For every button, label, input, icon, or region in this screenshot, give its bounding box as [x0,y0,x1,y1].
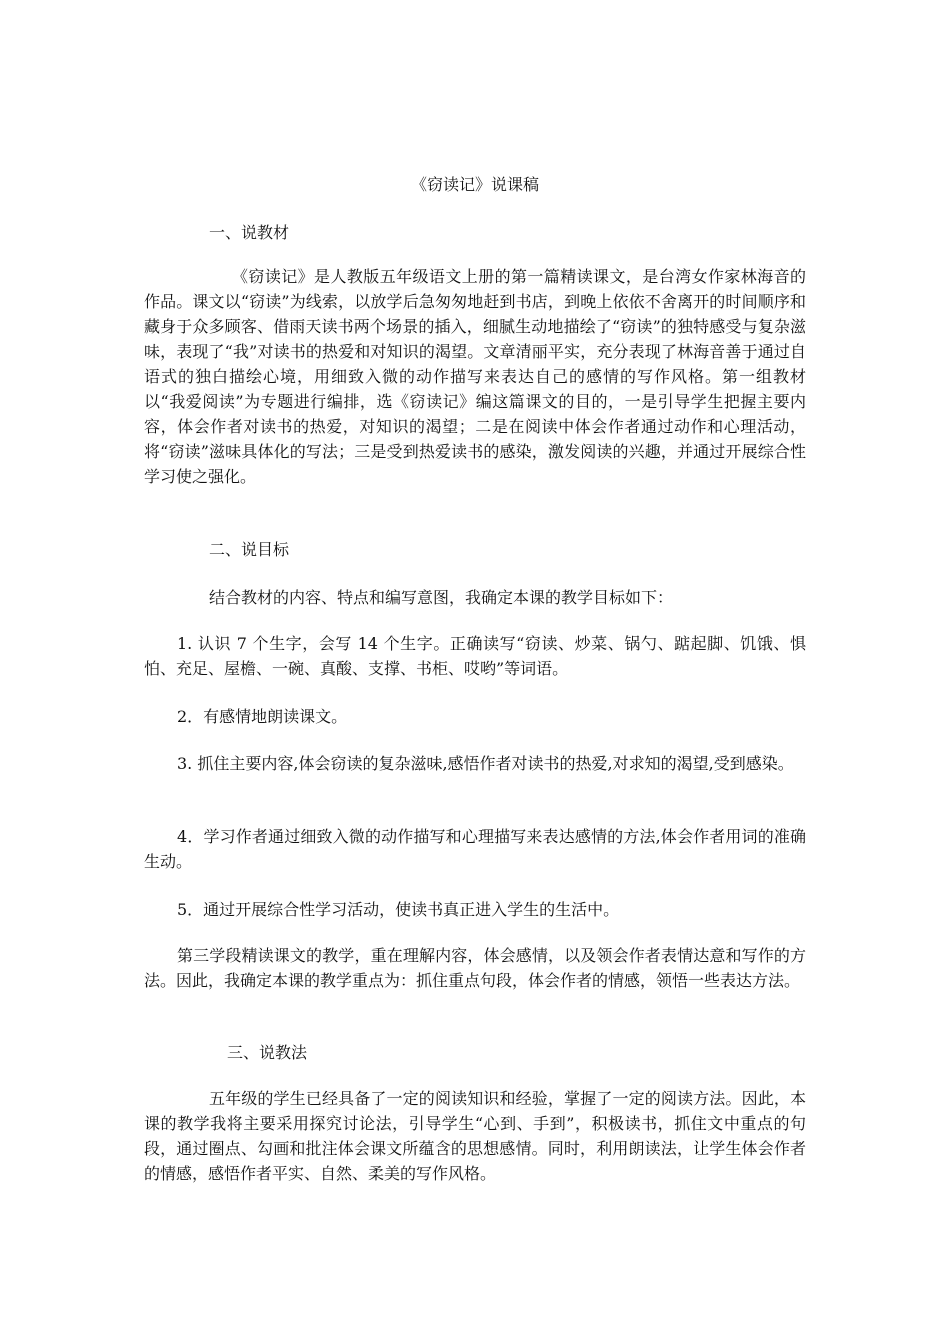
goal-item-1: 1. 认识 7 个生字，会写 14 个生字。正确读写“窃读、炒菜、锅勺、踮起脚、饥饿、惧怕、充足、屋檐、一碗、真酸、支撑、书柜、哎哟”等词语。 [144,634,806,678]
section-heading-teaching-methods: 三、说教法 [227,1043,308,1062]
goal-item-5: 5．通过开展综合性学习活动，使读书真正进入学生的生活中。 [177,900,620,919]
document-title: 《窃读记》说课稿 [410,175,539,194]
goal-item-4: 4．学习作者通过细致入微的动作描写和心理描写来表达感情的方法,体会作者用词的准确生动。 [144,827,806,871]
section-heading-objectives: 二、说目标 [209,540,290,559]
goal-item-2: 2．有感情地朗读课文。 [177,707,348,726]
goal-item-3: 3. 抓住主要内容,体会窃读的复杂滋味,感悟作者对读书的热爱,对求知的渴望,受到感染。 [177,754,794,773]
paragraph-teaching-focus: 第三学段精读课文的教学，重在理解内容，体会感情，以及领会作者表情达意和写作的方法。因此，我确定本课的教学重点为：抓住重点句段，体会作者的情感，领悟一些表达方法。 [144,946,806,990]
paragraph-teaching-material: 《窃读记》是人教版五年级语文上册的第一篇精读课文，是台湾女作家林海音的作品。课文以“窃读”为线索，以放学后急匆匆地赶到书店，到晚上依依不舍离开的时间顺序和藏身于众多顾客、借雨天读书两个场景的插入，细腻生动地描绘了“窃读”的独特感受与复杂滋味，表现了“我”对读书的热爱和对知识的渴望。文章清丽平实，充分表现了林海音善于通过自语式的独白描绘心境，用细致入微的动作描写来表达自己的感情的写作风格。第一组教材以“我爱阅读”为专题进行编排，选《窃读记》编这篇课文的目的，一是引导学生把握主要内容，体会作者对读书的热爱，对知识的渴望；二是在阅读中体会作者通过动作和心理活动，将“窃读”滋味具体化的写法；三是受到热爱读书的感染，激发阅读的兴趣，并通过开展综合性学习使之强化。 [144,267,806,486]
paragraph-teaching-methods: 五年级的学生已经具备了一定的阅读知识和经验，掌握了一定的阅读方法。因此，本课的教学我将主要采用探究讨论法，引导学生“心到、手到”，积极读书，抓住文中重点的句段，通过圈点、勾画和批注体会课文所蕴含的思想感情。同时，利用朗读法，让学生体会作者的情感，感悟作者平实、自然、柔美的写作风格。 [144,1089,806,1183]
paragraph-objectives-intro: 结合教材的内容、特点和编写意图，我确定本课的教学目标如下： [209,588,674,607]
section-heading-teaching-material: 一、说教材 [209,223,290,242]
